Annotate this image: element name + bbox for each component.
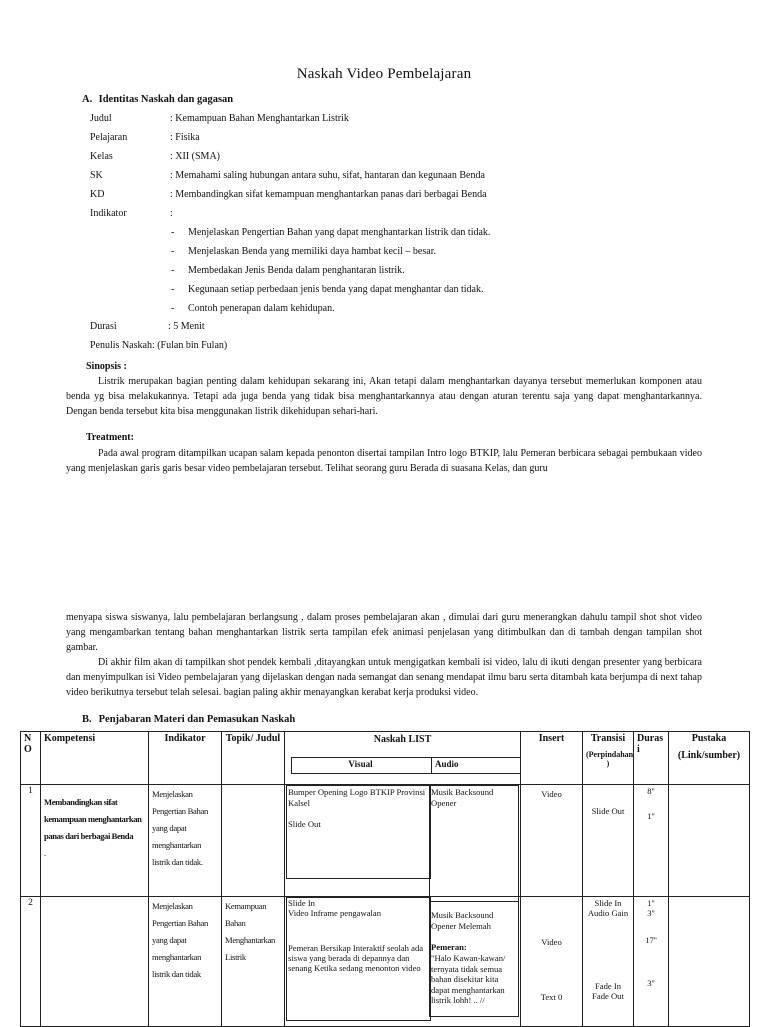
row-indikator: Menjelaskan Pengertian Bahan yang dapat menghantarkan listrik dan tidak. xyxy=(149,785,222,897)
row-pustaka xyxy=(669,785,750,897)
indicator-item: - Menjelaskan Benda yang memiliki daya hambat kecil – besar. xyxy=(171,246,436,257)
header-no: N O xyxy=(21,732,41,785)
header-transisi-sub: (Perpindahan ) xyxy=(586,750,634,768)
identity-label: SK xyxy=(90,170,103,181)
header-transisi: Transisi (Perpindahan ) xyxy=(583,732,634,785)
header-durasi: Duras i xyxy=(634,732,669,785)
row-indikator: Menjelaskan Pengertian Bahan yang dapat menghantarkan listrik dan tidak xyxy=(149,897,222,1027)
header-audio: Audio xyxy=(435,759,459,769)
treatment-text-bottom: menyapa siswa siswanya, lalu pembelajaran berlangsung , dalam proses pembelajaran akan , dimulai dari guru menerangkan dahulu tampil shot shot video yang mengambarkan tentang bahan menghantarkan listrik serta tampilan efek animasi penjelasan yang ditimbulkan dan di tambah dengan tampilan shot gambar. xyxy=(66,612,702,653)
indicator-item: - Membedakan Jenis Benda dalam penghantaran listrik. xyxy=(171,265,405,276)
table-row xyxy=(21,785,750,897)
row-topik: Kemampuan Bahan Menghantarkan Listrik xyxy=(222,897,285,1027)
section-b-title: Penjabaran Materi dan Pemasukan Naskah xyxy=(98,714,296,725)
row-no: 1 xyxy=(21,785,41,897)
header-naskah-list xyxy=(285,732,521,785)
header-topik: Topik/ Judul xyxy=(222,732,285,785)
audio-speaker: Pemeran: xyxy=(431,942,467,952)
audio-text: Musik Backsound Opener Melemah xyxy=(431,910,494,931)
visual-text: Bumper Opening Logo BTKIP Provinsi Kalsel xyxy=(288,787,426,808)
identity-label: Judul xyxy=(90,113,112,124)
identity-row-pelajaran xyxy=(90,132,170,143)
visual-text: Pemeran Bersikap Interaktif seolah ada siswa yang berada di depannya dan senang Ketika sedang menonton video xyxy=(288,943,424,973)
visual-text: Video Inframe pengawalan xyxy=(288,908,382,918)
header-kompetensi: Kompetensi xyxy=(41,732,149,785)
treatment-text-end: Di akhir film akan di tampilkan shot pendek kembali ,ditayangkan untuk mengigatkan kembali isi video, lalu di ikuti dengan presenter yang berbicara dan menyimpulkan isi Video pembelajaran yang dijelaskan dengan nada semangat dan senang mendapat ilmu baru serta ditambah kata berjumpa di next tahap video berikutnya tersebut telah selesai. bagian paling akhir menayangkan kerabat kerja produksi video. xyxy=(66,657,702,698)
identity-row-sk xyxy=(90,170,170,181)
treatment-text-top: Pada awal program ditampilkan ucapan salam kepada penonton disertai tampilan Intro logo BTKIP, lalu Pemeran berbicara sebagai pembukaan video yang menjelaskan garis garis besar video pembelajaran tersebut. Telihat seorang guru Berada di suasana Kelas, dan guru xyxy=(66,448,702,474)
table-header-row xyxy=(21,732,750,785)
header-indikator: Indikator xyxy=(149,732,222,785)
identity-row-kelas xyxy=(90,151,170,162)
document-title: Naskah Video Pembelajaran xyxy=(296,66,472,82)
identity-value: : Fisika xyxy=(170,132,200,143)
row-topik xyxy=(222,785,285,897)
identity-row-durasi xyxy=(90,321,170,332)
row-no: 2 xyxy=(21,897,41,1027)
header-naskah: Naskah LIST xyxy=(373,734,432,745)
penulis-naskah: Penulis Naskah: (Fulan bin Fulan) xyxy=(90,340,228,351)
identity-value: : XII (SMA) xyxy=(170,151,220,162)
indicator-item: - Kegunaan setiap perbedaan jenis benda yang dapat menghantar dan tidak. xyxy=(171,284,484,295)
row-kompetensi: Membandingkan sifat kemampuan menghantarkan panas dari berbagai Benda . xyxy=(41,785,149,897)
durasi-label: Durasi xyxy=(90,321,117,332)
identity-row-judul xyxy=(90,113,170,124)
sinopsis-text: Listrik merupakan bagian penting dalam kehidupan sekarang ini, Akan tetapi dalam menghantarkan dayanya tersebut memerlukan komponen atau benda yg bisa melakukannya. Tetapi ada juga benda yang tidak bisa menghantarkannya atau dengan aturan terentu saja yang dapat menghantarkannya. Dengan benda tersebut kita bisa menggunakan listrik dikehidupan sehari-hari. xyxy=(66,376,702,417)
section-a-number: A. xyxy=(82,94,93,105)
section-b-heading xyxy=(82,714,295,725)
row-naskah xyxy=(285,785,521,897)
row-insert: Video Text 0 xyxy=(521,897,583,1027)
table-row xyxy=(21,897,750,1027)
identity-value: : Kemampuan Bahan Menghantarkan Listrik xyxy=(170,113,349,124)
section-a-title: Identitas Naskah dan gagasan xyxy=(98,94,234,105)
indicator-item: - Menjelaskan Pengertian Bahan yang dapat menghantarkan listrik dan tidak. xyxy=(171,227,491,238)
identity-value: : xyxy=(170,208,173,219)
visual-text: Slide Out xyxy=(288,819,321,829)
identity-label: Kelas xyxy=(90,151,113,162)
identity-label: KD xyxy=(90,189,105,200)
treatment-heading: Treatment: xyxy=(86,432,134,443)
sinopsis-heading: Sinopsis : xyxy=(86,361,127,372)
header-pustaka: Pustaka (Link/sumber) xyxy=(669,732,750,785)
header-visual: Visual xyxy=(348,759,373,769)
row-insert: Video xyxy=(521,785,583,897)
visual-text: Slide In xyxy=(288,898,315,908)
durasi-value: : 5 Menit xyxy=(168,321,205,332)
identity-label: Indikator xyxy=(90,208,127,219)
identity-row-indikator xyxy=(90,208,170,219)
row-kompetensi xyxy=(41,897,149,1027)
identity-value: : Memahami saling hubungan antara suhu, sifat, hantaran dan kegunaan Benda xyxy=(170,170,485,181)
row-transisi: Slide In Audio Gain Fade In Fade Out xyxy=(583,897,634,1027)
audio-text: "Halo Kawan-kawan/ ternyata tidak semua bahan disekitar kita dapat menghantarkan listrik lohh! .. // xyxy=(431,953,506,1005)
identity-value: : Membandingkan sifat kemampuan menghantarkan panas dari berbagai Benda xyxy=(170,189,487,200)
row-durasi: 1'' 3'' 17'' 3'' xyxy=(634,897,669,1027)
naskah-table xyxy=(20,731,750,1027)
row-pustaka xyxy=(669,897,750,1027)
section-a-heading xyxy=(82,94,233,105)
identity-label: Pelajaran xyxy=(90,132,128,143)
indicator-item: - Contoh penerapan dalam kehidupan. xyxy=(171,303,335,314)
row-naskah xyxy=(285,897,521,1027)
header-insert: Insert xyxy=(521,732,583,785)
row-durasi: 8'' 1'' xyxy=(634,785,669,897)
audio-text: Musik Backsound Opener xyxy=(431,787,494,808)
identity-row-kd xyxy=(90,189,170,200)
header-pustaka-sub: (Link/sumber) xyxy=(677,750,741,761)
row-transisi: Slide Out xyxy=(583,785,634,897)
section-b-number: B. xyxy=(82,714,92,725)
